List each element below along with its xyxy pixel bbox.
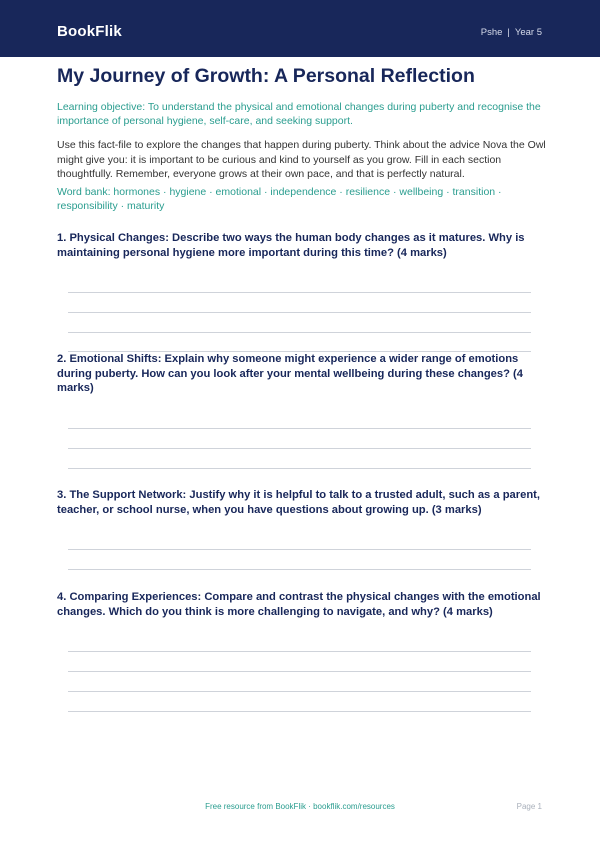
subject-label: Pshe (480, 27, 503, 38)
learning-objective: Learning objective: To understand the physical and emotional changes during puberty and recognise the importance of personal hygiene, self-care, and seeking support. (57, 101, 541, 127)
answer-line[interactable] (68, 468, 531, 469)
question-2: 2. Emotional Shifts: Explain why someone might experience a wider range of emotions during puberty. How can you look after your mental wellbeing during these changes? (4 marks) (57, 353, 524, 394)
header-bar (0, 0, 600, 57)
meta-separator: | (507, 27, 510, 38)
question-4: 4. Comparing Experiences: Compare and contrast the physical changes with the emotional changes. Which do you think is more challenging to navigate, and why? (4 marks) (57, 591, 541, 618)
answer-line[interactable] (68, 711, 531, 712)
answer-line[interactable] (68, 569, 531, 570)
page-number: Page 1 (516, 802, 542, 811)
intro-text: Use this fact-file to explore the changes that happen during puberty. Think about the advice Nova the Owl might give you: it is important to be curious and kind to yourself as you grow. Fill in each section thoughtfully. Remember, everyone grows at their own pace, and that is perfectly natural. (57, 139, 546, 180)
footer-resource-link[interactable]: Free resource from BookFlik · bookflik.com/resources (205, 802, 395, 811)
answer-line[interactable] (68, 691, 531, 692)
subject-year-label (481, 27, 542, 38)
question-1: 1. Physical Changes: Describe two ways the human body changes as it matures. Why is maintaining personal hygiene more important during this time? (4 marks) (57, 232, 525, 259)
answer-line[interactable] (68, 428, 531, 429)
worksheet-title: My Journey of Growth: A Personal Reflection (57, 65, 475, 87)
answer-line[interactable] (68, 292, 531, 293)
answer-line[interactable] (68, 332, 531, 333)
year-label: Year 5 (514, 27, 542, 38)
brand-logo-text: BookFlik (57, 23, 122, 40)
answer-line[interactable] (68, 671, 531, 672)
answer-line[interactable] (68, 448, 531, 449)
word-bank: Word bank: hormones · hygiene · emotional · independence · resilience · wellbeing · transition · responsibility · maturity (57, 186, 502, 212)
question-3: 3. The Support Network: Justify why it is helpful to talk to a trusted adult, such as a parent, teacher, or school nurse, when you have questions about growing up. (3 marks) (57, 489, 540, 516)
answer-line[interactable] (68, 651, 531, 652)
answer-line[interactable] (68, 312, 531, 313)
answer-line[interactable] (68, 549, 531, 550)
